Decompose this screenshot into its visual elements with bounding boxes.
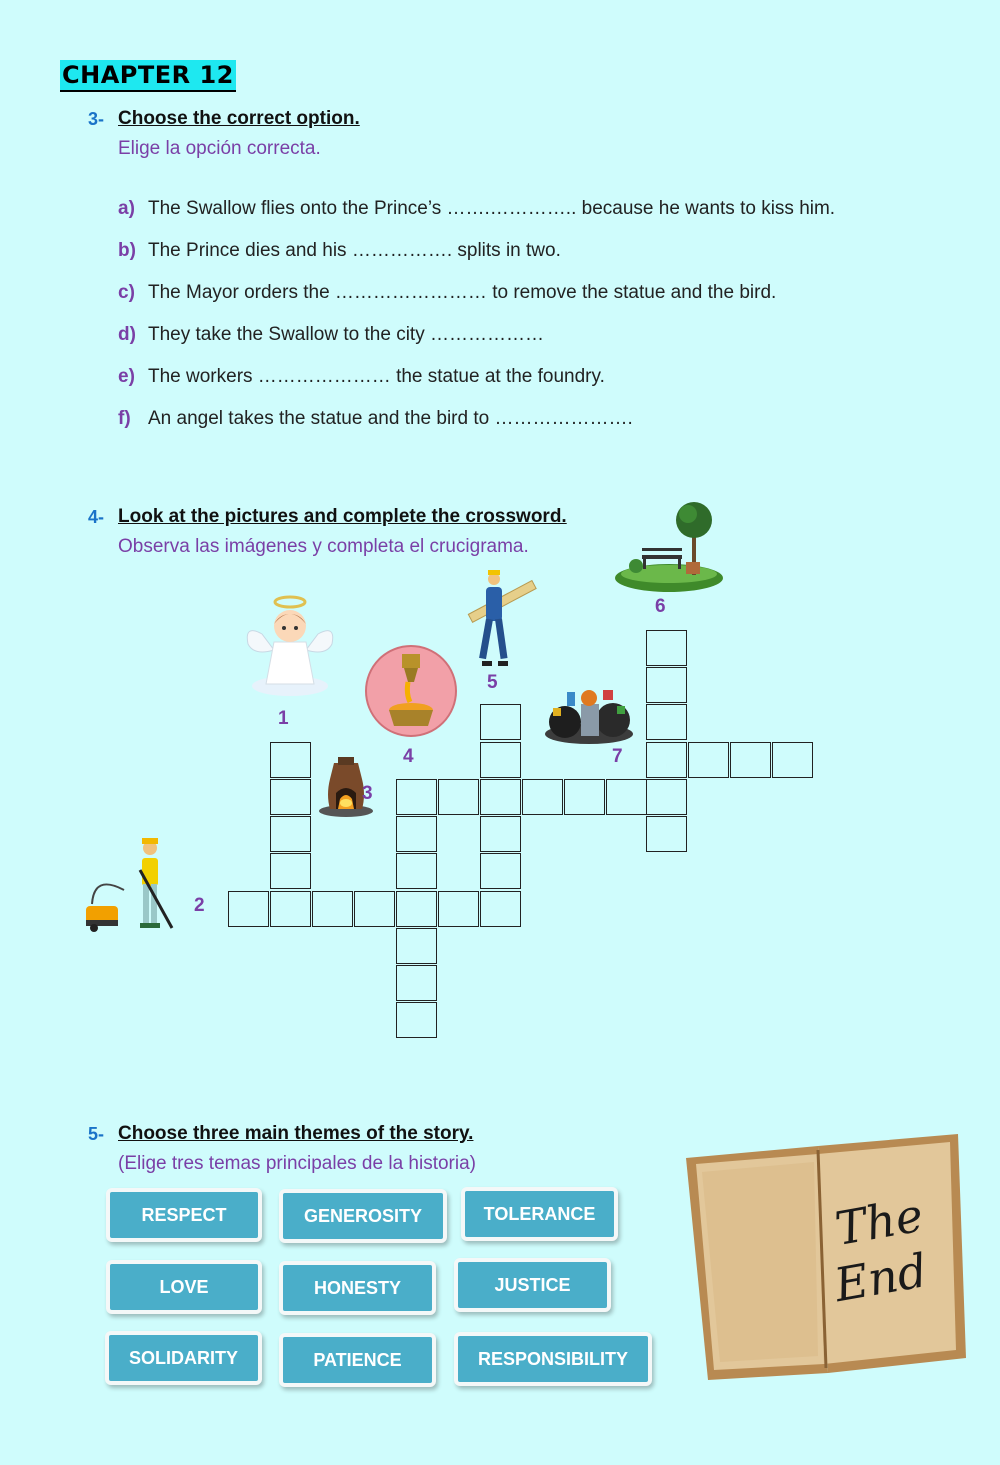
clue-number: 7 <box>612 746 623 767</box>
section5-subheading: (Elige tres temas principales de la historia) <box>118 1153 476 1174</box>
crossword-cell[interactable] <box>396 928 437 964</box>
option-letter: c) <box>118 282 135 303</box>
theme-option-respect[interactable]: RESPECT <box>106 1188 262 1242</box>
chapter-title: CHAPTER 12 <box>60 60 236 92</box>
crossword-cell[interactable] <box>480 891 521 927</box>
clue-number: 5 <box>487 672 498 693</box>
section3-subheading: Elige la opción correcta. <box>118 138 321 159</box>
option-text: An angel takes the statue and the bird to …………………. <box>148 408 633 429</box>
clue-number: 3 <box>362 783 373 804</box>
theme-option-generosity[interactable]: GENEROSITY <box>279 1189 447 1243</box>
option-text: The Mayor orders the …………………… to remove the statue and the bird. <box>148 282 777 303</box>
crossword-cell[interactable] <box>270 853 311 889</box>
option-item <box>118 240 561 262</box>
crossword-cell[interactable] <box>522 779 563 815</box>
crossword-cell[interactable] <box>270 891 311 927</box>
option-item <box>118 324 544 346</box>
crossword-cell[interactable] <box>396 965 437 1001</box>
option-text: The Prince dies and his ……………. splits in two. <box>148 240 561 261</box>
clue-number: 6 <box>655 596 666 617</box>
crossword-cell[interactable] <box>480 853 521 889</box>
crossword-cell[interactable] <box>312 891 353 927</box>
option-item <box>118 408 633 430</box>
option-text: The workers ………………… the statue at the foundry. <box>148 366 605 387</box>
park-garden-icon <box>612 500 727 595</box>
crossword-cell[interactable] <box>646 630 687 666</box>
crossword-cell[interactable] <box>270 779 311 815</box>
open-book-icon <box>668 1128 972 1384</box>
option-letter: f) <box>118 408 131 429</box>
crossword-cell[interactable] <box>646 779 687 815</box>
section5-number: 5- <box>88 1124 105 1144</box>
crossword-cell[interactable] <box>730 742 771 778</box>
angel-icon <box>244 594 336 698</box>
crossword-cell[interactable] <box>606 779 647 815</box>
crossword-cell[interactable] <box>396 1002 437 1038</box>
crossword-cell[interactable] <box>438 891 479 927</box>
crossword-cell[interactable] <box>646 742 687 778</box>
vacuum-cleaner-worker-icon <box>84 834 176 934</box>
theme-option-love[interactable]: LOVE <box>106 1260 262 1314</box>
book-title-line1: The <box>831 1187 927 1257</box>
option-letter: a) <box>118 198 135 219</box>
crossword-cell[interactable] <box>438 779 479 815</box>
theme-option-responsibility[interactable]: RESPONSIBILITY <box>454 1332 652 1386</box>
section4-heading: Look at the pictures and complete the crossword. <box>118 506 567 527</box>
theme-option-patience[interactable]: PATIENCE <box>279 1333 436 1387</box>
crossword-cell[interactable] <box>646 667 687 703</box>
section3-heading: Choose the correct option. <box>118 108 360 129</box>
crossword-cell[interactable] <box>396 891 437 927</box>
clue-number: 2 <box>194 895 205 916</box>
section3-number: 3- <box>88 109 105 129</box>
crossword-cell[interactable] <box>396 779 437 815</box>
theme-option-honesty[interactable]: HONESTY <box>279 1261 436 1315</box>
crossword-cell[interactable] <box>564 779 605 815</box>
book-title-line2: End <box>830 1242 932 1313</box>
option-item <box>118 366 605 388</box>
option-text: They take the Swallow to the city ……………… <box>148 324 544 345</box>
crossword-cell[interactable] <box>688 742 729 778</box>
rubbish-heap-icon <box>543 678 635 746</box>
theme-option-justice[interactable]: JUSTICE <box>454 1258 611 1312</box>
clue-number: 4 <box>403 746 414 767</box>
option-item <box>118 198 835 220</box>
clue-number: 1 <box>278 708 289 729</box>
crossword-cell[interactable] <box>354 891 395 927</box>
crossword-cell[interactable] <box>228 891 269 927</box>
molten-metal-icon <box>364 644 458 738</box>
option-text: The Swallow flies onto the Prince’s …….………….. because he wants to kiss him. <box>148 198 836 219</box>
crossword-cell[interactable] <box>480 742 521 778</box>
section4-number: 4- <box>88 507 105 527</box>
crossword-cell[interactable] <box>396 853 437 889</box>
option-item <box>118 282 776 304</box>
section5-heading: Choose three main themes of the story. <box>118 1123 474 1144</box>
option-letter: e) <box>118 366 135 387</box>
crossword-cell[interactable] <box>480 704 521 740</box>
option-letter: d) <box>118 324 136 345</box>
crossword-cell[interactable] <box>270 816 311 852</box>
crossword-cell[interactable] <box>396 816 437 852</box>
crossword-cell[interactable] <box>646 816 687 852</box>
crossword-cell[interactable] <box>480 779 521 815</box>
section4-subheading: Observa las imágenes y completa el crucigrama. <box>118 536 529 557</box>
theme-option-solidarity[interactable]: SOLIDARITY <box>105 1331 262 1385</box>
crossword-cell[interactable] <box>772 742 813 778</box>
crossword-cell[interactable] <box>480 816 521 852</box>
theme-option-tolerance[interactable]: TOLERANCE <box>461 1187 618 1241</box>
crossword-cell[interactable] <box>646 704 687 740</box>
worker-carrying-plank-icon <box>464 565 539 675</box>
crossword-cell[interactable] <box>270 742 311 778</box>
option-letter: b) <box>118 240 136 261</box>
